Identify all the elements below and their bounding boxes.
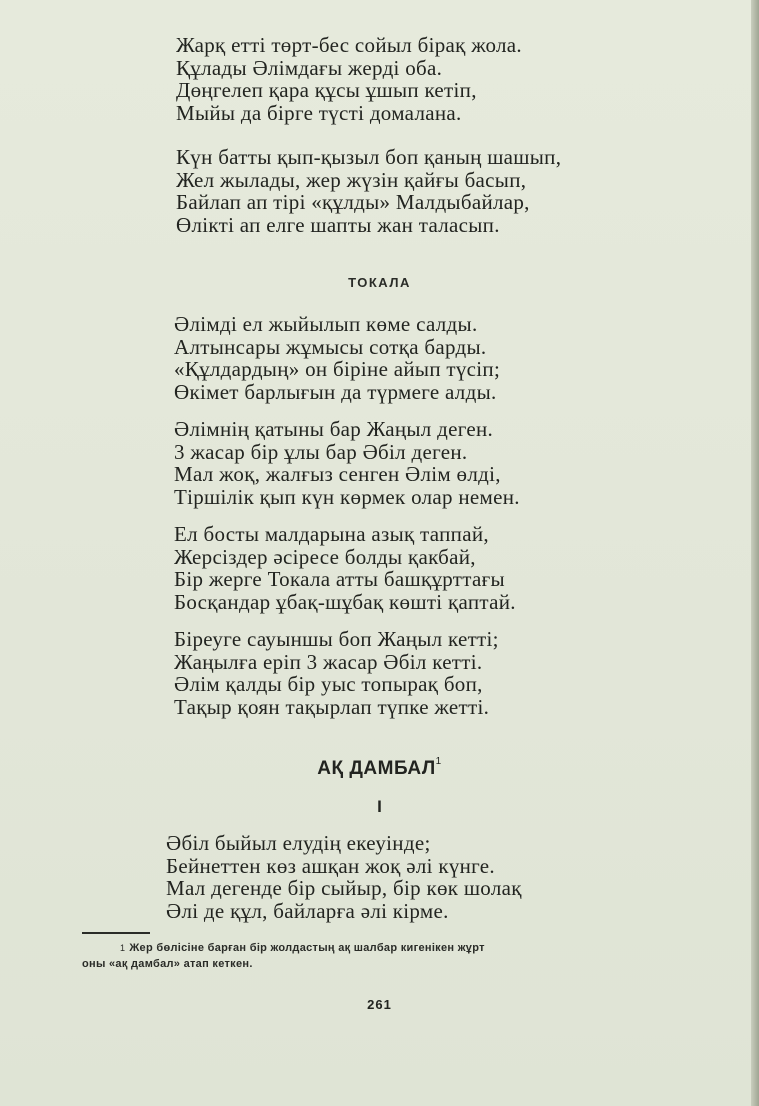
poem-line: Бейнеттен көз ашқан жоқ әлі күнге.	[166, 853, 495, 878]
footnote-line	[82, 940, 722, 956]
tokala-stanza-1	[174, 313, 500, 403]
poem-line: Ел босты малдарына азық таппай,	[174, 522, 489, 546]
footnote	[82, 940, 722, 972]
poem-line: Босқандар ұбақ-шұбақ көшті қаптай.	[174, 589, 516, 614]
poem-line: Бір жерге Токала атты башқұрттағы	[174, 567, 505, 591]
ak-dambal-stanza-1	[166, 832, 522, 922]
poem-line: Әбіл быйыл елудің екеуінде;	[166, 831, 431, 855]
poem-line: Тіршілік қып күн көрмек олар немен.	[174, 484, 520, 509]
poem-line: «Құлдардың» он біріне айып түсіп;	[174, 357, 501, 381]
footnote-line: оны «ақ дамбал» атап кеткен.	[82, 958, 253, 970]
poem-line: Жарқ етті төрт-бес сойыл бірақ жола.	[176, 33, 522, 57]
tokala-stanza-2	[174, 418, 520, 508]
poem-line: Дөңгелеп қара құсы ұшып кетіп,	[176, 78, 477, 102]
tokala-stanza-3	[174, 523, 516, 613]
poem-line: Байлап ап тірі «құлды» Малдыбайлар,	[176, 190, 530, 214]
section-title-ak-dambal	[0, 758, 759, 780]
poem-line: Біреуге сауыншы боп Жаңыл кетті;	[174, 627, 499, 651]
stanza-2	[176, 146, 561, 236]
poem-line: Әлімнің қатыны бар Жаңыл деген.	[174, 417, 494, 441]
poem-line: Мал жоқ, жалғыз сенген Әлім өлді,	[174, 462, 501, 486]
poem-line: Өлікті ап елге шапты жан таласып.	[176, 212, 500, 237]
poem-line: Жаңылға еріп 3 жасар Әбіл кетті.	[174, 649, 483, 674]
poem-line: Жерсіздер әсіресе болды қакбай,	[174, 544, 476, 569]
poem-line: Тақыр қоян тақырлап түпке жетті.	[174, 694, 490, 719]
section-title-tokala: ТОКАЛА	[348, 275, 411, 290]
poem-line: Алтынсары жұмысы сотқа барды.	[174, 334, 487, 359]
poem-line: Әлімді ел жыйылып көме салды.	[174, 312, 478, 336]
page-number: 261	[367, 997, 392, 1012]
poem-line: Жел жылады, жер жүзін қайғы басып,	[176, 167, 527, 192]
footnote-reference: 1	[435, 756, 442, 767]
poem-line: Мыйы да бірге түсті домалана.	[176, 100, 462, 125]
poem-line: 3 жасар бір ұлы бар Әбіл деген.	[174, 439, 468, 464]
footnote-text: Жер бөлісіне барған бір жолдастың ақ шалбар кигенікен жұрт	[129, 942, 485, 954]
part-number: I	[377, 797, 382, 816]
page-edge	[751, 0, 759, 1106]
poem-line: Құлады Әлімдағы жерді оба.	[176, 55, 443, 80]
section-title-text: АҚ ДАМБАЛ	[317, 758, 436, 779]
poem-line: Әлім қалды бір уыс топырақ боп,	[174, 672, 483, 696]
poem-line: Өкімет барлығын да түрмеге алды.	[174, 379, 497, 404]
poem-line: Күн батты қып-қызыл боп қаның шашып,	[176, 145, 562, 169]
poem-line: Әлі де құл, байларға әлі кірме.	[166, 898, 449, 923]
footnote-divider	[82, 932, 150, 934]
stanza-1	[176, 34, 522, 124]
footnote-marker: 1	[120, 943, 126, 953]
poem-line: Мал дегенде бір сыйыр, бір көк шолақ	[166, 876, 522, 900]
tokala-stanza-4	[174, 628, 499, 718]
